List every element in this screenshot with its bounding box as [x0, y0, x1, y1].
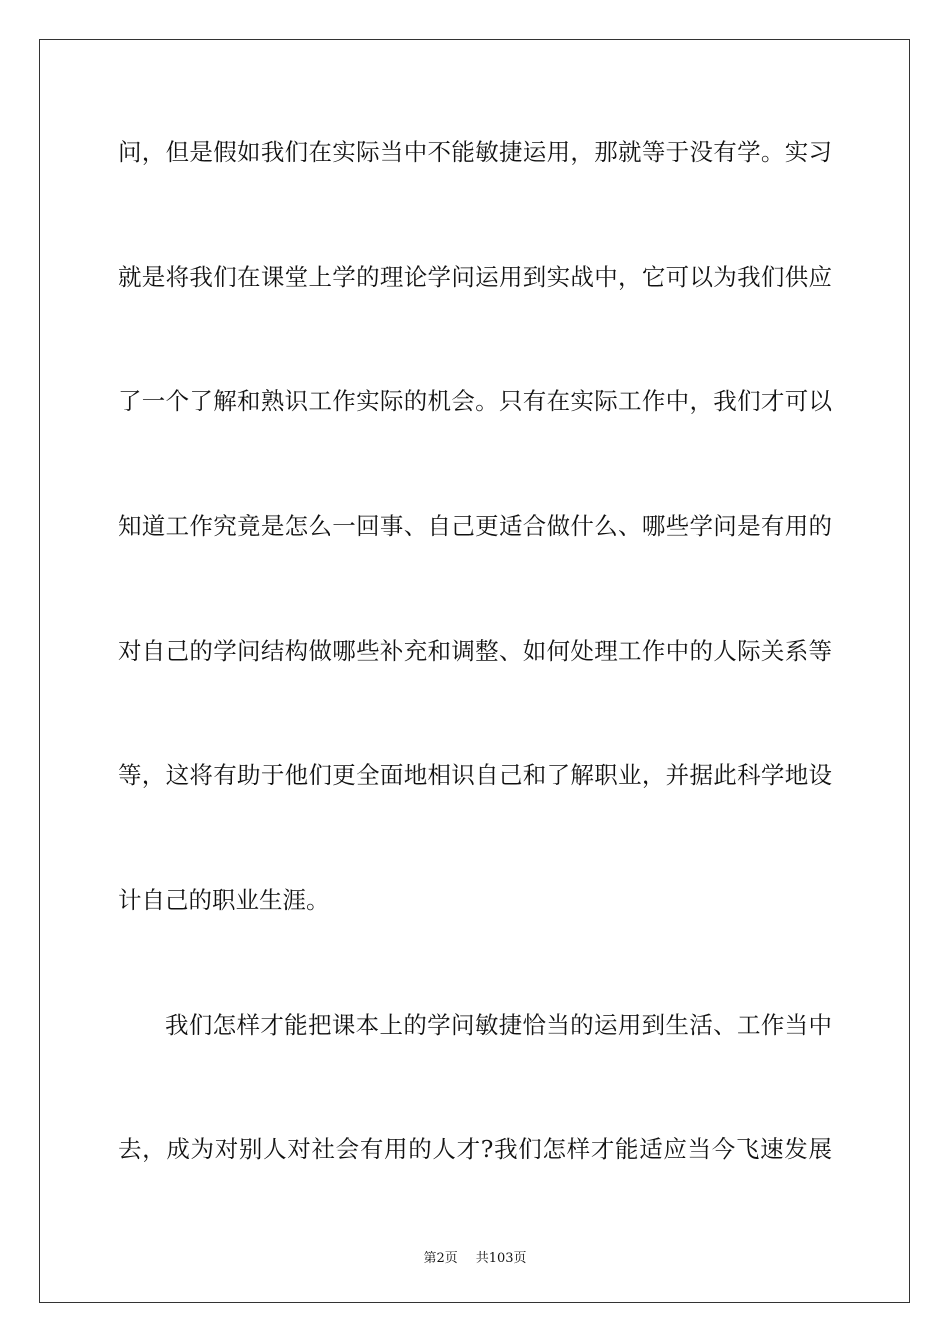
paragraph-line: 问，但是假如我们在实际当中不能敏捷运用，那就等于没有学。实习 [118, 138, 832, 166]
page-total: 共103页 [475, 1251, 527, 1266]
paragraph-line: 计自己的职业生涯。 [118, 886, 330, 914]
paragraph-line: 知道工作究竟是怎么一回事、自己更适合做什么、哪些学问是有用的 [118, 512, 832, 540]
paragraph-line: 等，这将有助于他们更全面地相识自己和了解职业，并据此科学地设 [118, 761, 832, 789]
paragraph-line: 对自己的学问结构做哪些补充和调整、如何处理工作中的人际关系等 [118, 637, 832, 665]
paragraph-line: 就是将我们在课堂上学的理论学问运用到实战中，它可以为我们供应 [118, 263, 832, 291]
paragraph-line: 去，成为对别人对社会有用的人才?我们怎样才能适应当今飞速发展 [118, 1135, 832, 1163]
paragraph-line: 我们怎样才能把课本上的学问敏捷恰当的运用到生活、工作当中 [165, 1011, 832, 1039]
page-number: 第2页 [423, 1251, 458, 1266]
paragraph-line: 了一个了解和熟识工作实际的机会。只有在实际工作中，我们才可以 [118, 387, 832, 415]
page-border [39, 39, 910, 1303]
page-footer [0, 1247, 950, 1266]
